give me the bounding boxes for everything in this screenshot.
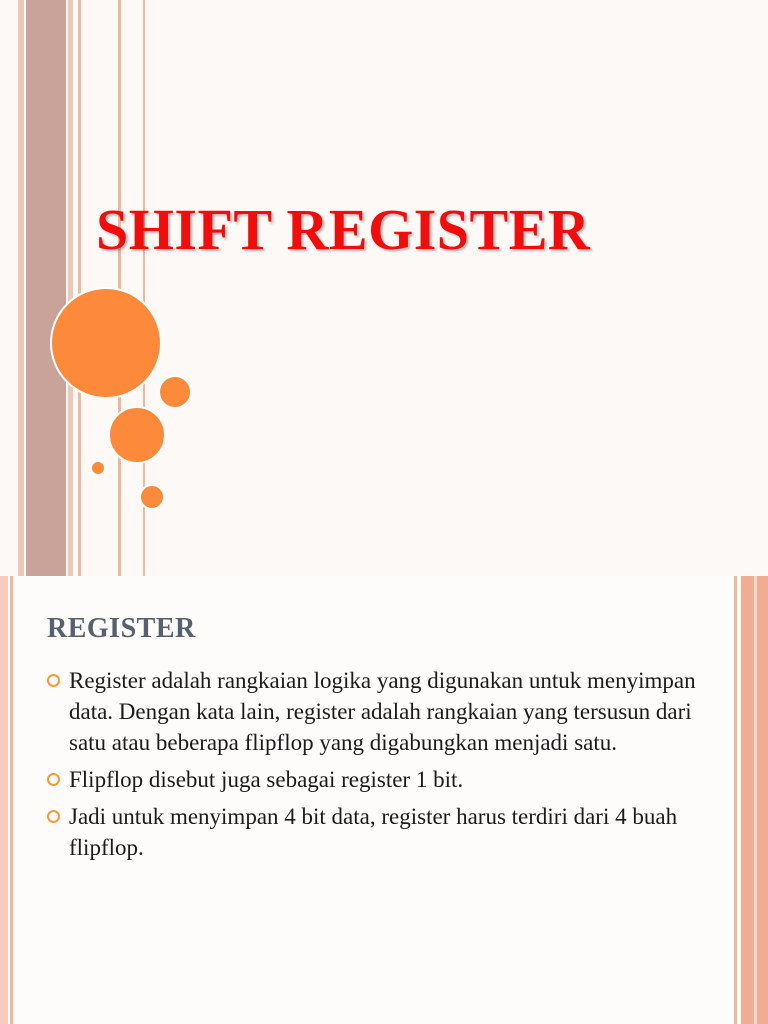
decor-circle-small: [139, 484, 165, 510]
bullet-ring-icon: [47, 773, 60, 786]
list-item: [47, 801, 727, 863]
decor-stripe: [0, 576, 8, 1024]
bullet-text: Register adalah rangkaian logika yang digunakan untuk menyimpan data. Dengan kata lain, register adalah rangkaian yang tersusun dari satu atau beberapa flipflop yang digabungkan menjadi satu.: [69, 668, 696, 755]
decor-stripe: [26, 0, 66, 576]
decor-circle-small: [158, 375, 192, 409]
bullet-list: [47, 665, 727, 869]
decor-circle-tiny: [90, 460, 106, 476]
bullet-ring-icon: [47, 810, 60, 823]
decor-stripe: [734, 576, 737, 1024]
list-item: [47, 665, 727, 758]
section-heading: REGISTER: [47, 613, 196, 644]
decor-circle-medium: [108, 406, 166, 464]
decor-stripe: [18, 0, 24, 576]
content-slide: [0, 576, 768, 1024]
list-item: [47, 764, 727, 795]
decor-stripe: [10, 576, 13, 1024]
bullet-text: Jadi untuk menyimpan 4 bit data, register harus terdiri dari 4 buah flipflop.: [69, 804, 678, 860]
decor-stripe: [754, 576, 757, 1024]
slide-title: SHIFT REGISTER: [96, 197, 591, 262]
decor-circle-large: [50, 287, 162, 399]
bullet-ring-icon: [47, 674, 60, 687]
decor-stripe: [78, 0, 81, 576]
decor-stripe: [68, 0, 73, 576]
bullet-text: Flipflop disebut juga sebagai register 1 bit.: [69, 767, 464, 792]
